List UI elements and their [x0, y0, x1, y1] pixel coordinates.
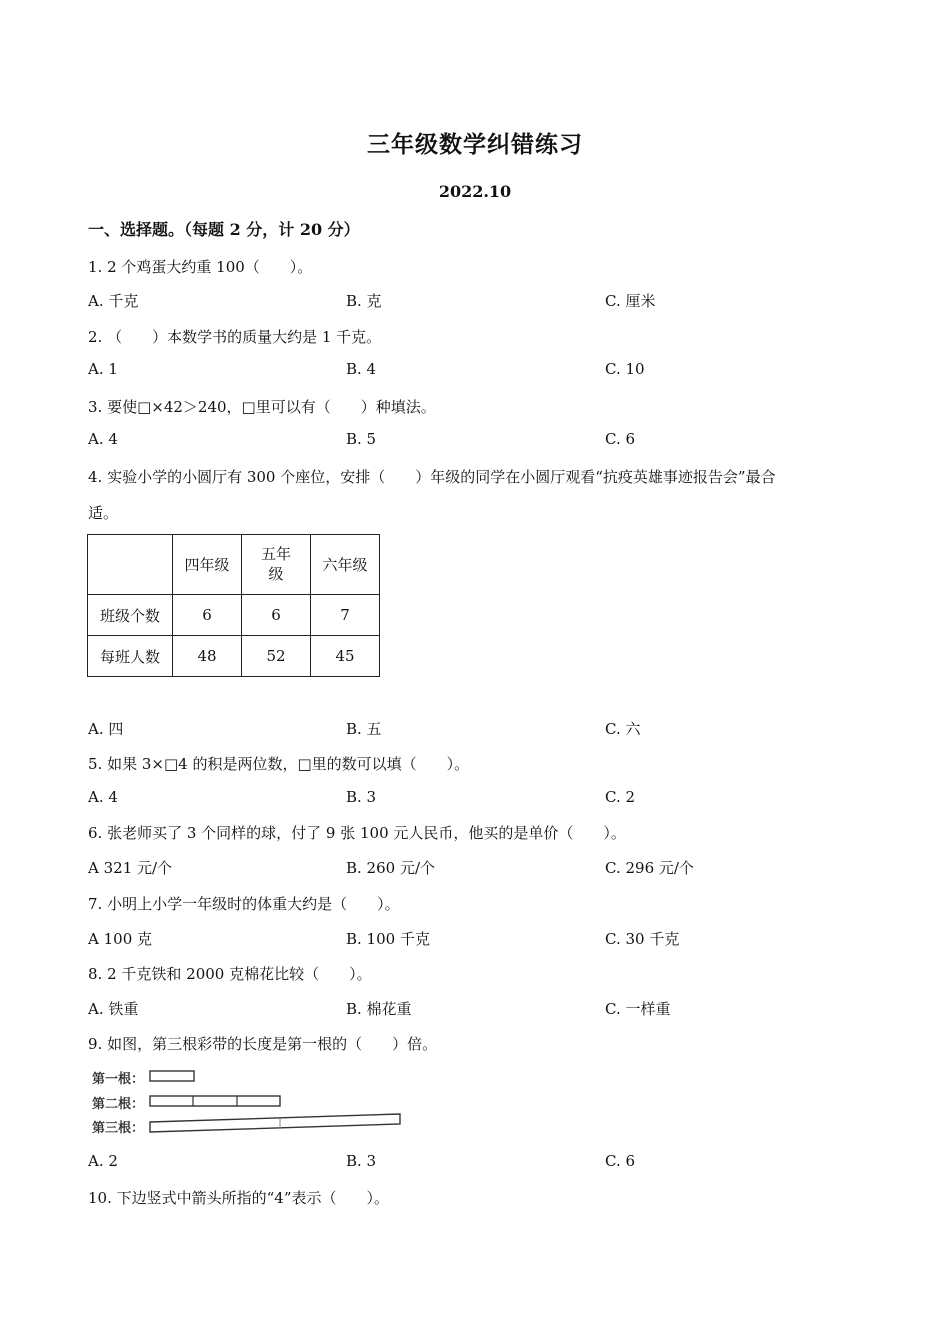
q2-option-a: A. 1	[88, 360, 118, 378]
table-header-cell: 六年级	[311, 535, 380, 595]
ribbon-label-3: 第三根：	[92, 1121, 145, 1136]
table-row	[88, 535, 380, 595]
table-row	[88, 636, 380, 677]
ribbon-bar-1	[150, 1071, 194, 1081]
q6-option-a: A 321 元/个	[88, 859, 173, 877]
q2-option-b: B. 4	[346, 360, 377, 378]
q3-option-c: C. 6	[605, 430, 636, 448]
table-cell: 48	[173, 636, 242, 677]
q5-option-b: B. 3	[346, 788, 377, 806]
q6-option-c: C. 296 元/个	[605, 859, 694, 877]
q7-option-c: C. 30 千克	[605, 930, 680, 948]
question-10: 10. 下边竖式中箭头所指的“4”表示（ ）。	[88, 1189, 390, 1207]
q5-option-a: A. 4	[88, 788, 118, 806]
ribbon-label-2: 第二根：	[92, 1097, 145, 1112]
q9-option-c: C. 6	[605, 1152, 636, 1170]
q8-option-a: A. 铁重	[88, 1000, 139, 1018]
page-title: 三年级数学纠错练习	[367, 131, 583, 158]
table-header-cell: 五年 级	[242, 535, 311, 595]
q6-option-b: B. 260 元/个	[346, 859, 436, 877]
table-cell: 45	[311, 636, 380, 677]
table-cell: 52	[242, 636, 311, 677]
ribbon-bar-2	[150, 1096, 280, 1106]
date: 2022.10	[438, 182, 512, 201]
table-cell: 班级个数	[88, 595, 173, 636]
ribbon-bars	[88, 1062, 408, 1140]
q4-option-b: B. 五	[346, 720, 382, 738]
q8-option-b: B. 棉花重	[346, 1000, 412, 1018]
table-header-cell: 四年级	[173, 535, 242, 595]
q5-option-c: C. 2	[605, 788, 636, 806]
table-cell: 7	[311, 595, 380, 636]
q1-option-a: A. 千克	[88, 292, 139, 310]
grade-table	[87, 534, 380, 677]
q2-option-c: C. 10	[605, 360, 645, 378]
q3-option-b: B. 5	[346, 430, 377, 448]
q1-option-c: C. 厘米	[605, 292, 656, 310]
table-cell: 6	[242, 595, 311, 636]
question-9: 9. 如图，第三根彩带的长度是第一根的（ ）倍。	[88, 1035, 438, 1053]
q9-option-b: B. 3	[346, 1152, 377, 1170]
table-cell: 每班人数	[88, 636, 173, 677]
table-header-cell	[88, 535, 173, 595]
question-1: 1. 2 个鸡蛋大约重 100（ ）。	[88, 258, 313, 276]
q8-option-c: C. 一样重	[605, 1000, 671, 1018]
question-7: 7. 小明上小学一年级时的体重大约是（ ）。	[88, 895, 400, 913]
q7-option-b: B. 100 千克	[346, 930, 430, 948]
ribbon-label-1: 第一根：	[92, 1072, 145, 1087]
q3-option-a: A. 4	[88, 430, 118, 448]
table-row	[88, 595, 380, 636]
question-2: 2. （ ）本数学书的质量大约是 1 千克。	[88, 328, 382, 346]
section-heading: 一、选择题。（每题 2 分，计 20 分）	[88, 220, 360, 239]
question-6: 6. 张老师买了 3 个同样的球，付了 9 张 100 元人民币，他买的是单价（ ）。	[88, 824, 626, 842]
q9-option-a: A. 2	[88, 1152, 118, 1170]
question-8: 8. 2 千克铁和 2000 克棉花比较（ ）。	[88, 965, 372, 983]
question-4: 4. 实验小学的小圆厅有 300 个座位，安排（ ）年级的同学在小圆厅观看“抗疫英雄事迹报告会”最合	[88, 468, 776, 486]
q7-option-a: A 100 克	[88, 930, 152, 948]
question-4-cont: 适。	[88, 504, 119, 522]
q1-option-b: B. 克	[346, 292, 382, 310]
q4-option-a: A. 四	[88, 720, 124, 738]
question-3: 3. 要使□×42＞240，□里可以有（ ）种填法。	[88, 398, 436, 416]
table-cell: 6	[173, 595, 242, 636]
ribbon-figure	[88, 1062, 408, 1140]
question-5: 5. 如果 3×□4 的积是两位数，□里的数可以填（ ）。	[88, 755, 470, 773]
q4-option-c: C. 六	[605, 720, 641, 738]
ribbon-bar-3	[150, 1114, 400, 1132]
